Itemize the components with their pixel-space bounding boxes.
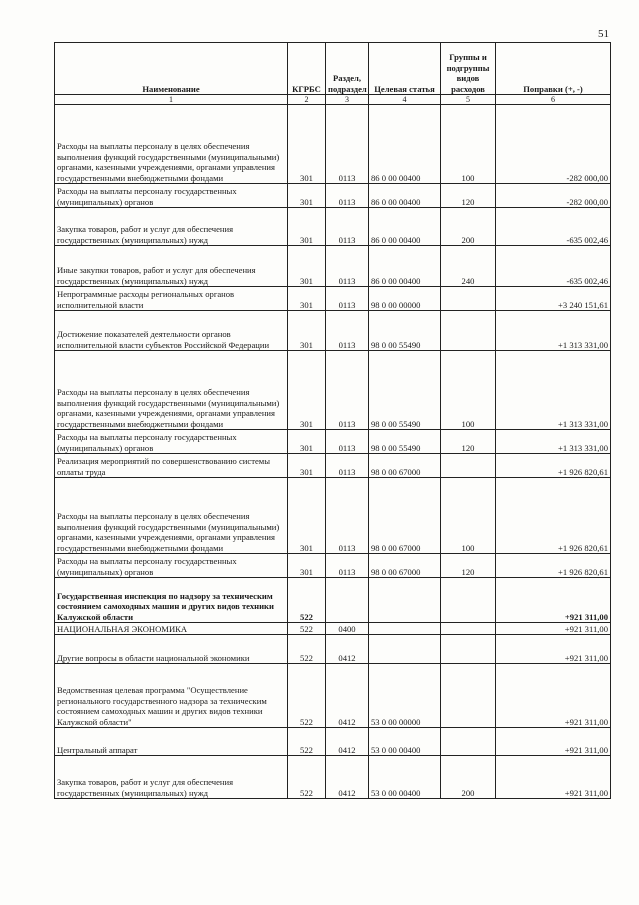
table-row — [55, 287, 611, 311]
row-group — [441, 623, 496, 635]
column-number: 1 — [55, 95, 288, 105]
row-amount: +1 926 820,61 — [496, 454, 611, 478]
column-number: 3 — [326, 95, 369, 105]
row-article: 98 0 00 67000 — [369, 454, 441, 478]
row-name: Иные закупки товаров, работ и услуг для обеспечения государственных (муниципальных) нужд — [55, 246, 288, 287]
row-name: Закупка товаров, работ и услуг для обеспечения государственных (муниципальных) нужд — [55, 756, 288, 799]
table-row — [55, 454, 611, 478]
row-section: 0113 — [326, 454, 369, 478]
row-group: 200 — [441, 208, 496, 246]
row-amount: +1 313 331,00 — [496, 430, 611, 454]
column-number: 5 — [441, 95, 496, 105]
row-kgrbs: 301 — [288, 184, 326, 208]
column-number: 4 — [369, 95, 441, 105]
row-amount: +3 240 151,61 — [496, 287, 611, 311]
row-section: 0113 — [326, 554, 369, 578]
row-section: 0412 — [326, 664, 369, 728]
page-number: 51 — [598, 28, 609, 40]
row-group: 120 — [441, 430, 496, 454]
row-group: 100 — [441, 478, 496, 554]
row-article: 98 0 00 55490 — [369, 351, 441, 430]
row-section: 0412 — [326, 728, 369, 756]
row-amount: +1 926 820,61 — [496, 478, 611, 554]
table-row — [55, 478, 611, 554]
table-row — [55, 578, 611, 623]
row-name: Расходы на выплаты персоналу государственных (муниципальных) органов — [55, 554, 288, 578]
row-amount: +921 311,00 — [496, 578, 611, 623]
row-group — [441, 635, 496, 664]
row-name: Достижение показателей деятельности органов исполнительной власти субъектов Российской Федерации — [55, 311, 288, 351]
row-article: 86 0 00 00400 — [369, 105, 441, 184]
row-article: 86 0 00 00400 — [369, 208, 441, 246]
row-name: Расходы на выплаты персоналу в целях обеспечения выполнения функций государственными (муниципальными) органами, казенными учреждениями, органами управления государственными внебюджетными фондами — [55, 478, 288, 554]
header-row — [55, 43, 611, 95]
column-number: 6 — [496, 95, 611, 105]
row-section: 0113 — [326, 287, 369, 311]
table-row — [55, 623, 611, 635]
row-kgrbs: 522 — [288, 728, 326, 756]
row-name: Непрограммные расходы региональных органов исполнительной власти — [55, 287, 288, 311]
row-name: Другие вопросы в области национальной экономики — [55, 635, 288, 664]
row-section: 0113 — [326, 105, 369, 184]
row-kgrbs: 522 — [288, 635, 326, 664]
budget-amendments-table — [54, 42, 611, 799]
row-name: Ведомственная целевая программа "Осуществление регионального государственного надзора за техническим состоянием самоходных машин и других видов техники Калужской области" — [55, 664, 288, 728]
row-group: 240 — [441, 246, 496, 287]
row-article: 98 0 00 55490 — [369, 311, 441, 351]
row-group — [441, 311, 496, 351]
table-row — [55, 208, 611, 246]
table-body — [55, 105, 611, 799]
row-section: 0113 — [326, 246, 369, 287]
row-amount: +1 926 820,61 — [496, 554, 611, 578]
row-kgrbs: 522 — [288, 756, 326, 799]
row-amount: +921 311,00 — [496, 623, 611, 635]
row-amount: -282 000,00 — [496, 184, 611, 208]
row-name: Центральный аппарат — [55, 728, 288, 756]
row-article: 98 0 00 55490 — [369, 430, 441, 454]
row-amount: -635 002,46 — [496, 246, 611, 287]
header-group: Группы и подгруппы видов расходов — [441, 43, 496, 95]
row-article — [369, 623, 441, 635]
header-kgrbs: КГРБС — [288, 43, 326, 95]
row-section: 0113 — [326, 478, 369, 554]
row-kgrbs: 301 — [288, 554, 326, 578]
row-name: Закупка товаров, работ и услуг для обеспечения государственных (муниципальных) нужд — [55, 208, 288, 246]
row-kgrbs: 522 — [288, 664, 326, 728]
row-section: 0113 — [326, 430, 369, 454]
row-group — [441, 454, 496, 478]
row-name: Расходы на выплаты персоналу государственных (муниципальных) органов — [55, 430, 288, 454]
row-group: 100 — [441, 105, 496, 184]
table-row — [55, 430, 611, 454]
row-section: 0113 — [326, 351, 369, 430]
row-article: 86 0 00 00400 — [369, 184, 441, 208]
table-row — [55, 728, 611, 756]
header-name: Наименование — [55, 43, 288, 95]
row-kgrbs: 522 — [288, 578, 326, 623]
row-amount: +1 313 331,00 — [496, 311, 611, 351]
table-row — [55, 635, 611, 664]
row-article: 98 0 00 67000 — [369, 554, 441, 578]
table-row — [55, 756, 611, 799]
row-amount: +1 313 331,00 — [496, 351, 611, 430]
row-section — [326, 578, 369, 623]
row-group: 120 — [441, 554, 496, 578]
row-kgrbs: 301 — [288, 478, 326, 554]
row-kgrbs: 301 — [288, 430, 326, 454]
row-amount: +921 311,00 — [496, 728, 611, 756]
row-amount: -635 002,46 — [496, 208, 611, 246]
row-section: 0113 — [326, 184, 369, 208]
table-row — [55, 664, 611, 728]
row-kgrbs: 301 — [288, 246, 326, 287]
column-number-row — [55, 95, 611, 105]
row-section: 0113 — [326, 208, 369, 246]
row-section: 0400 — [326, 623, 369, 635]
row-kgrbs: 301 — [288, 454, 326, 478]
row-article: 53 0 00 00000 — [369, 664, 441, 728]
table-row — [55, 184, 611, 208]
row-article: 53 0 00 00400 — [369, 756, 441, 799]
row-article: 98 0 00 00000 — [369, 287, 441, 311]
row-group — [441, 664, 496, 728]
row-kgrbs: 301 — [288, 105, 326, 184]
row-article — [369, 578, 441, 623]
row-kgrbs: 301 — [288, 351, 326, 430]
row-article: 86 0 00 00400 — [369, 246, 441, 287]
row-kgrbs: 301 — [288, 208, 326, 246]
row-name: Расходы на выплаты персоналу государственных (муниципальных) органов — [55, 184, 288, 208]
header-article: Целевая статья — [369, 43, 441, 95]
row-kgrbs: 301 — [288, 311, 326, 351]
row-name: НАЦИОНАЛЬНАЯ ЭКОНОМИКА — [55, 623, 288, 635]
row-group — [441, 728, 496, 756]
row-group: 120 — [441, 184, 496, 208]
row-name: Расходы на выплаты персоналу в целях обеспечения выполнения функций государственными (муниципальными) органами, казенными учреждениями, органами управления государственными внебюджетными фондами — [55, 351, 288, 430]
header-section: Раздел, подраздел — [326, 43, 369, 95]
row-article: 53 0 00 00400 — [369, 728, 441, 756]
header-amount: Поправки (+, -) — [496, 43, 611, 95]
row-name: Реализация мероприятий по совершенствованию системы оплаты труда — [55, 454, 288, 478]
row-article: 98 0 00 67000 — [369, 478, 441, 554]
table-row — [55, 351, 611, 430]
row-group: 200 — [441, 756, 496, 799]
row-article — [369, 635, 441, 664]
row-amount: -282 000,00 — [496, 105, 611, 184]
row-group — [441, 287, 496, 311]
row-section: 0412 — [326, 635, 369, 664]
row-kgrbs: 522 — [288, 623, 326, 635]
row-name: Расходы на выплаты персоналу в целях обеспечения выполнения функций государственными (муниципальными) органами, казенными учреждениями, органами управления государственными внебюджетными фондами — [55, 105, 288, 184]
row-group — [441, 578, 496, 623]
row-section: 0113 — [326, 311, 369, 351]
table-row — [55, 105, 611, 184]
row-name: Государственная инспекция по надзору за техническим состоянием самоходных машин и других видов техники Калужской области — [55, 578, 288, 623]
row-amount: +921 311,00 — [496, 756, 611, 799]
row-group: 100 — [441, 351, 496, 430]
table-row — [55, 246, 611, 287]
table-row — [55, 311, 611, 351]
row-amount: +921 311,00 — [496, 664, 611, 728]
row-kgrbs: 301 — [288, 287, 326, 311]
table-row — [55, 554, 611, 578]
row-amount: +921 311,00 — [496, 635, 611, 664]
column-number: 2 — [288, 95, 326, 105]
row-section: 0412 — [326, 756, 369, 799]
